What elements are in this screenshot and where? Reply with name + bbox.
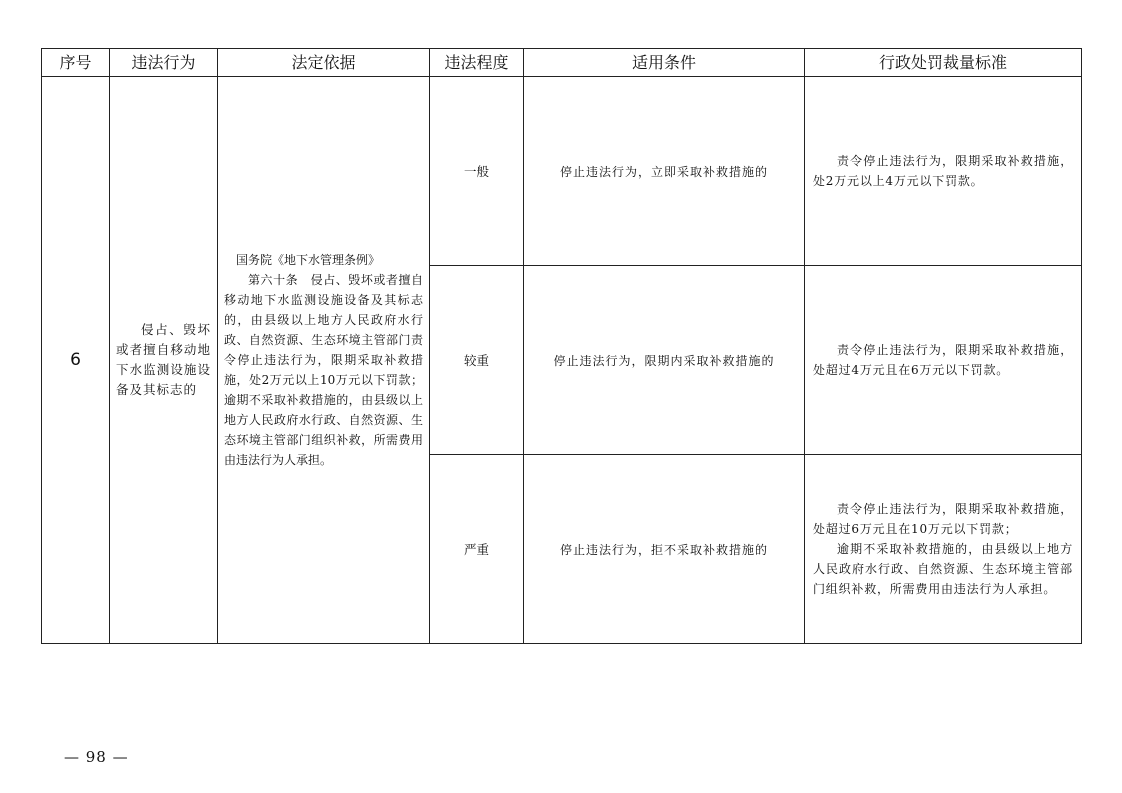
severity-severe: 严重 — [430, 455, 524, 644]
severity-serious: 较重 — [430, 266, 524, 455]
standard-general — [805, 77, 1082, 266]
severity-general: 一般 — [430, 77, 524, 266]
page-number: — 98 — — [64, 748, 129, 766]
penalty-standard-table — [41, 48, 1082, 644]
standard-severe-text-1: 责令停止违法行为，限期采取补救措施，处超过6万元且在10万元以下罚款； — [813, 502, 1073, 536]
header-row — [42, 49, 1082, 77]
table-row — [42, 77, 1082, 266]
standard-serious — [805, 266, 1082, 455]
condition-serious: 停止违法行为，限期内采取补救措施的 — [524, 266, 805, 455]
header-violation: 违法行为 — [110, 49, 218, 77]
header-penalty-standard: 行政处罚裁量标准 — [805, 49, 1082, 77]
header-condition: 适用条件 — [524, 49, 805, 77]
condition-general: 停止违法行为，立即采取补救措施的 — [524, 77, 805, 266]
header-legal-basis: 法定依据 — [218, 49, 430, 77]
standard-general-text: 责令停止违法行为，限期采取补救措施，处2万元以上4万元以下罚款。 — [813, 154, 1073, 188]
condition-severe: 停止违法行为，拒不采取补救措施的 — [524, 455, 805, 644]
legal-basis-title: 国务院《地下水管理条例》 — [236, 253, 381, 267]
violation-cell — [110, 77, 218, 644]
header-severity: 违法程度 — [430, 49, 524, 77]
seq-cell: 6 — [42, 77, 110, 644]
standard-severe-text-2: 逾期不采取补救措施的，由县级以上地方人民政府水行政、自然资源、生态环境主管部门组织补救，所需费用由违法行为人承担。 — [813, 542, 1073, 596]
legal-basis-body: 第六十条 侵占、毁坏或者擅自移动地下水监测设施设备及其标志的，由县级以上地方人民政府水行政、自然资源、生态环境主管部门责令停止违法行为，限期采取补救措施，处2万元以上10万元以下罚款；逾期不采取补救措施的，由县级以上地方人民政府水行政、自然资源、生态环境主管部门组织补救，所需费用由违法行为人承担。 — [224, 273, 423, 467]
legal-basis-cell — [218, 77, 430, 644]
standard-serious-text: 责令停止违法行为，限期采取补救措施，处超过4万元且在6万元以下罚款。 — [813, 343, 1073, 377]
standard-severe — [805, 455, 1082, 644]
header-seq: 序号 — [42, 49, 110, 77]
violation-text: 侵占、毁坏或者擅自移动地下水监测设施设备及其标志的 — [116, 322, 211, 397]
